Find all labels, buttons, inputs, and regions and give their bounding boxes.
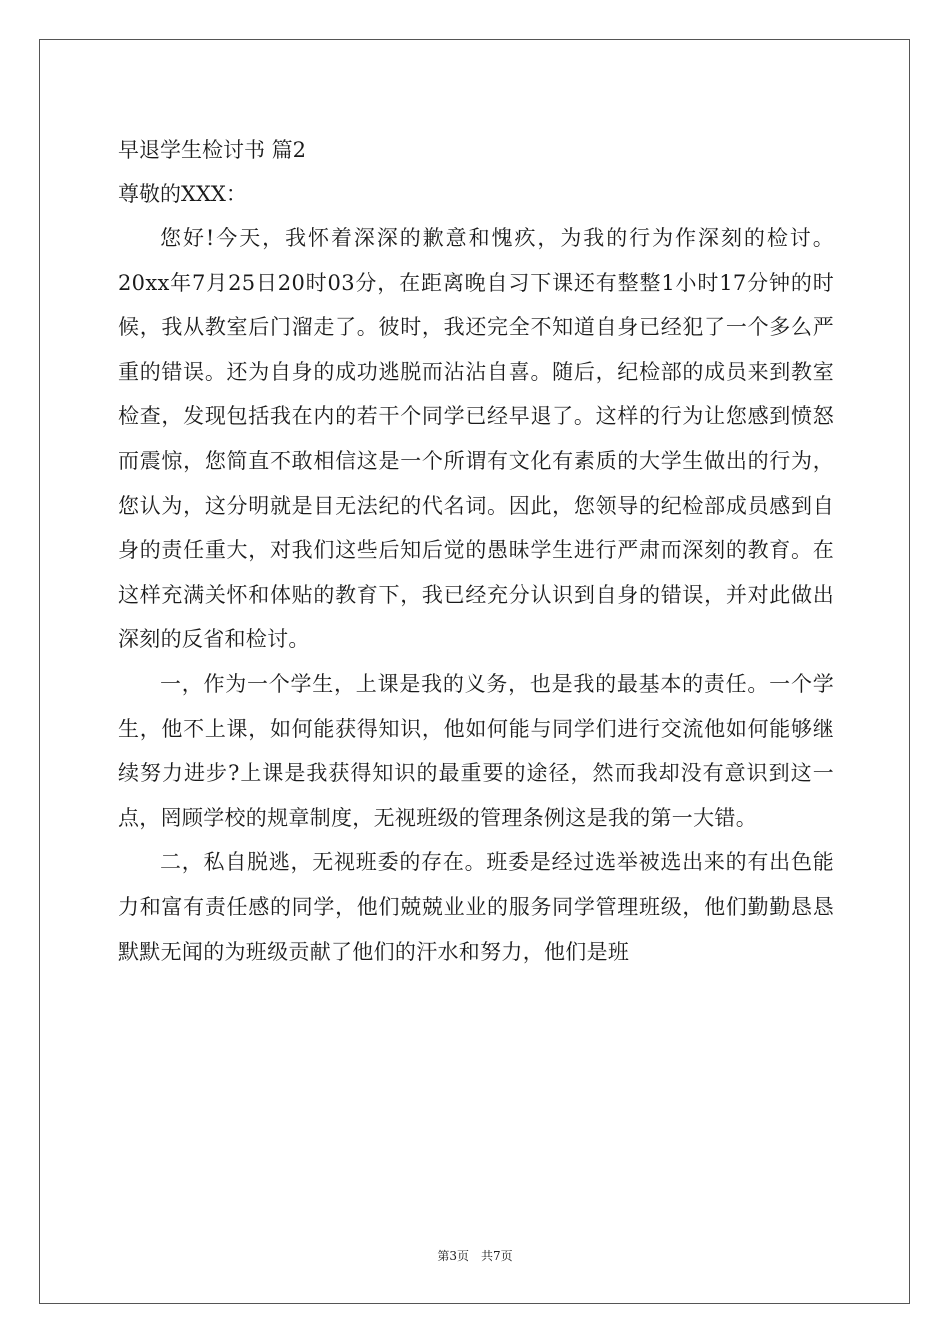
document-title: 早退学生检讨书 篇2 [118, 138, 307, 162]
paragraph-intro: 您好!今天，我怀着深深的歉意和愧疚，为我的行为作深刻的检讨。20xx年7月25日20时03分，在距离晚自习下课还有整整1小时17分钟的时候，我从教室后门溜走了。彼时，我还完全不知道自身已经犯了一个多么严重的错误。还为自身的成功逃脱而沾沾自喜。随后，纪检部的成员来到教室检查，发现包括我在内的若干个同学已经早退了。这样的行为让您感到愤怒而震惊，您简直不敢相信这是一个所谓有文化有素质的大学生做出的行为，您认为，这分明就是目无法纪的代名词。因此，您领导的纪检部成员感到自身的责任重大，对我们这些后知后觉的愚昧学生进行严肃而深刻的教育。在这样充满关怀和体贴的教育下，我已经充分认识到自身的错误，并对此做出深刻的反省和检讨。 [118, 226, 834, 652]
salutation: 尊敬的XXX： [118, 182, 247, 206]
document-body [118, 128, 834, 974]
paragraph-point-one: 一，作为一个学生，上课是我的义务，也是我的最基本的责任。一个学生，他不上课，如何能获得知识，他如何能与同学们进行交流他如何能够继续努力进步?上课是我获得知识的最重要的途径，然而我却没有意识到这一点，罔顾学校的规章制度，无视班级的管理条例这是我的第一大错。 [118, 671, 834, 830]
page-number-footer: 第3页 共7页 [437, 1249, 513, 1263]
paragraph-point-two: 二，私自脱逃，无视班委的存在。班委是经过选举被选出来的有出色能力和富有责任感的同学，他们兢兢业业的服务同学管理班级，他们勤勤恳恳默默无闻的为班级贡献了他们的汗水和努力，他们是班 [118, 850, 834, 964]
